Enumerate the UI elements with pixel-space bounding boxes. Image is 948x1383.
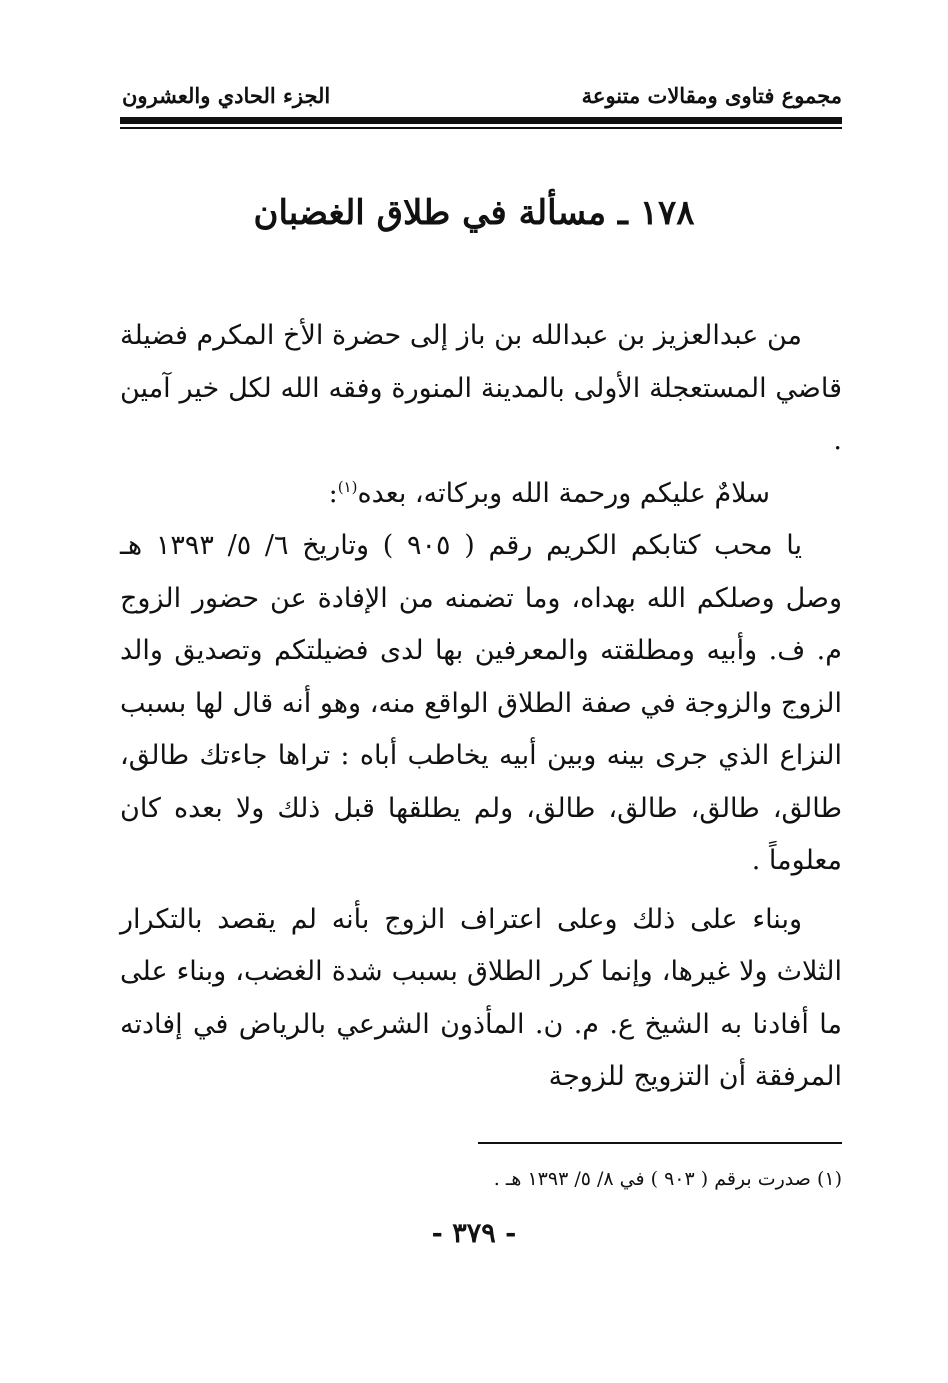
greeting-colon: : bbox=[328, 477, 338, 509]
paragraph-greeting bbox=[120, 468, 842, 521]
article-body bbox=[120, 310, 842, 1104]
running-header-book-title: مجموع فتاوى ومقالات متنوعة bbox=[581, 83, 842, 108]
paragraph-ruling-basis: وبناء على ذلك وعلى اعتراف الزوج بأنه لم يقصد بالتكرار الثلاث ولا غيرها، وإنما كرر الطلاق بسبب شدة الغضب، وبناء على ما أفادنا به الشيخ ع. م. ن. المأذون الشرعي بالرياض في إفادته المرفقة أن التزويج للزوجة bbox=[120, 903, 842, 1092]
header-rule-thin bbox=[120, 127, 842, 129]
greeting-text: سلامٌ عليكم ورحمة الله وبركاته، بعده bbox=[357, 477, 770, 509]
article-title: ١٧٨ ـ مسألة في طلاق الغضبان bbox=[253, 193, 695, 233]
paragraph-letter-details: يا محب كتابكم الكريم رقم ( ٩٠٥ ) وتاريخ ٦/ ٥/ ١٣٩٣ هـ وصل وصلكم الله بهداه، وما تضمنه من الإفادة عن حضور الزوج م. ف. وأبيه ومطلقته والمعرفين بها لدى فضيلتكم وتصديق والد الزوج والزوجة في صفة الطلاق الواقع منه، وهو أنه قال لها بسبب النزاع الذي جرى بينه وبين أبيه يخاطب أباه : تراها جاءتك طالق، طالق، طالق، طالق، طالق، ولم يطلقها قبل ذلك ولا بعده كان معلوماً . bbox=[120, 530, 842, 876]
page-number: - ٣٧٩ - bbox=[431, 1218, 517, 1249]
footnote: (١) صدرت برقم ( ٩٠٣ ) في ٨/ ٥/ ١٣٩٣ هـ . bbox=[493, 1168, 842, 1190]
footnote-separator bbox=[478, 1142, 842, 1144]
running-header-volume: الجزء الحادي والعشرون bbox=[122, 83, 331, 108]
footnote-reference: (١) bbox=[337, 477, 358, 496]
header-rule-thick bbox=[120, 117, 842, 124]
paragraph-salutation: من عبدالعزيز بن عبدالله بن باز إلى حضرة الأخ المكرم فضيلة قاضي المستعجلة الأولى بالمدينة المنورة وفقه الله لكل خير آمين . bbox=[120, 320, 842, 456]
